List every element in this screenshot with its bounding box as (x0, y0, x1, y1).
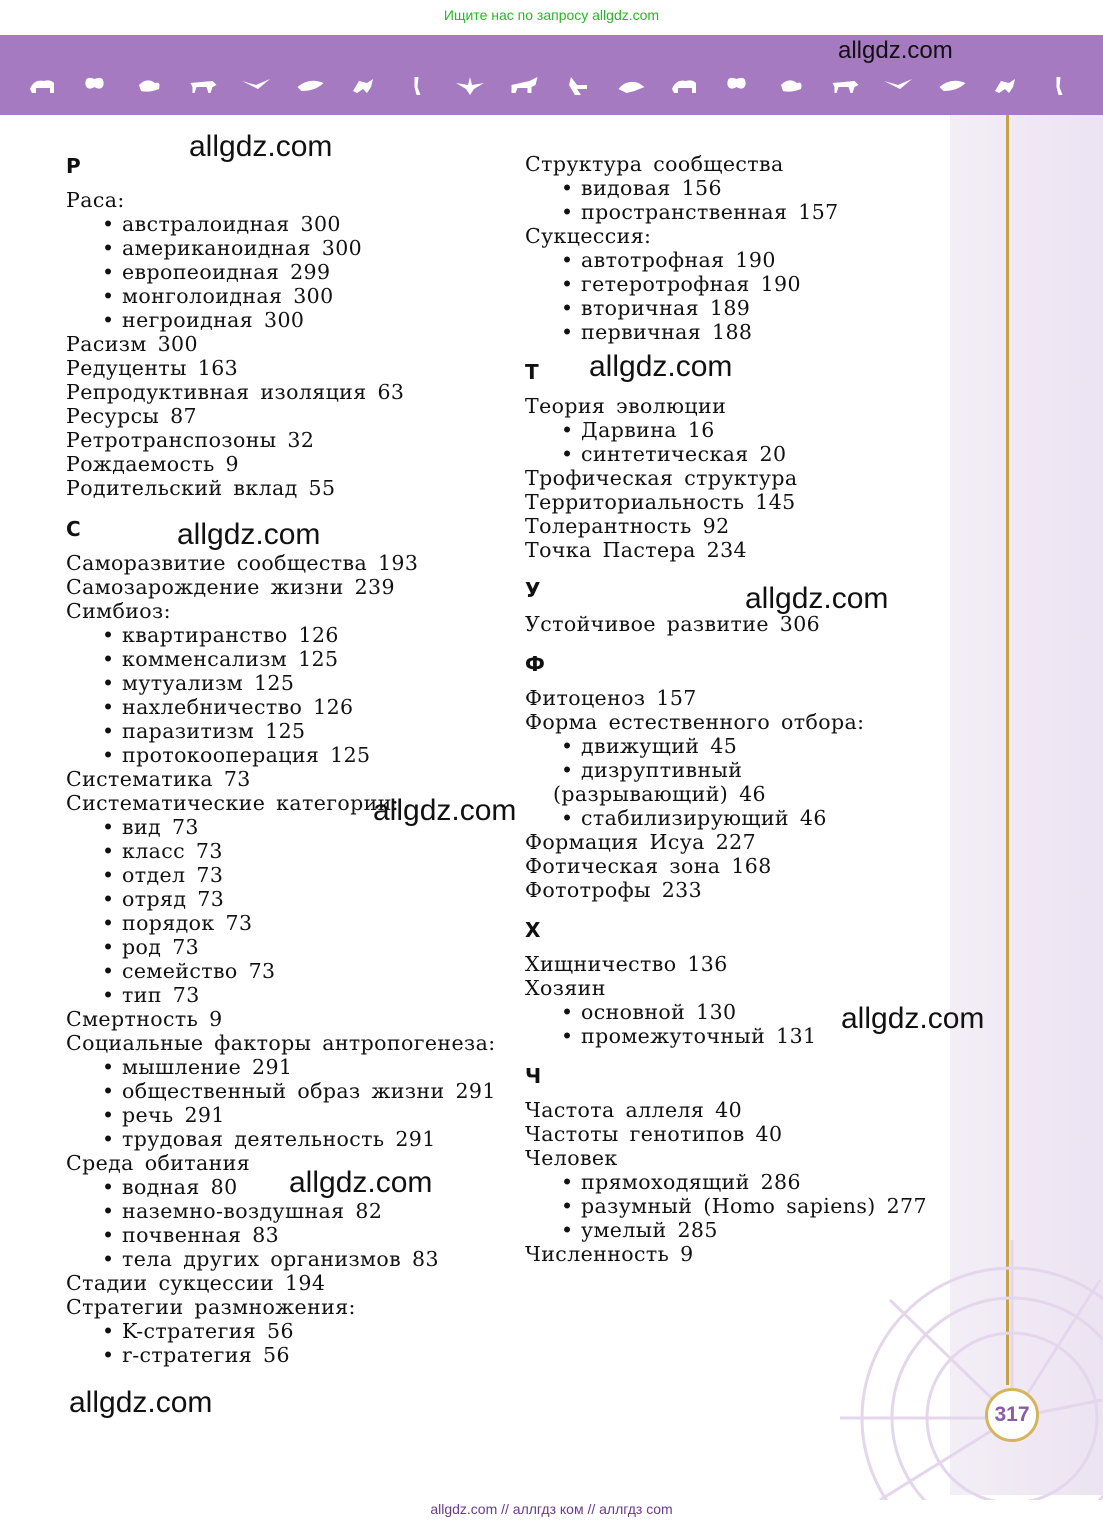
index-entry-text: Симбиоз: (66, 599, 171, 623)
top-search-notice: Ищите нас по запросу allgdz.com (443, 7, 660, 23)
index-subterm (102, 236, 362, 260)
bullet-icon: • (102, 623, 115, 647)
index-subterm (561, 442, 786, 466)
bullet-icon: • (102, 1127, 115, 1151)
index-term (525, 952, 728, 976)
index-subterm (561, 1000, 736, 1024)
watermark: allgdz.com (841, 1002, 985, 1035)
index-term (66, 551, 418, 575)
index-term (66, 356, 238, 380)
index-subterm (102, 911, 252, 935)
animal-silhouette-icon (833, 81, 859, 93)
bullet-icon: • (102, 647, 115, 671)
index-entry-text: гетеротрофная 190 (581, 272, 801, 296)
index-entry-text: мышление 291 (122, 1055, 293, 1079)
index-entry-text: Стадии сукцессии 194 (66, 1271, 326, 1295)
index-entry-text: наземно-воздушная 82 (122, 1199, 383, 1223)
index-subterm (102, 647, 338, 671)
index-entry-text: отдел 73 (122, 863, 224, 887)
index-entry-text: Фототрофы 233 (525, 878, 703, 902)
bullet-icon: • (102, 212, 115, 236)
bullet-icon: • (102, 1055, 115, 1079)
index-subterm (102, 1175, 238, 1199)
animal-silhouette-icon (884, 79, 912, 89)
index-term (66, 1151, 250, 1175)
index-entry-text: Устойчивое развитие 306 (525, 612, 821, 636)
index-term (66, 1007, 223, 1031)
index-term (66, 380, 404, 404)
index-entry-text: Сукцессия: (525, 224, 652, 248)
animal-silhouette-icon (30, 80, 54, 93)
index-entry-text: Формация Исуа 227 (525, 830, 757, 854)
index-entry-text: трудовая деятельность 291 (122, 1127, 436, 1151)
index-subterm (102, 1079, 496, 1103)
index-term (525, 490, 796, 514)
index-entry-text: Редуценты 163 (66, 356, 239, 380)
bullet-icon: • (102, 839, 115, 863)
index-subterm (102, 959, 275, 983)
index-entry-text: Рождаемость 9 (66, 452, 239, 476)
index-term (525, 854, 772, 878)
index-subterm (561, 806, 827, 830)
index-term (66, 428, 314, 452)
index-subterm (102, 1199, 382, 1223)
index-subterm (102, 1127, 436, 1151)
animal-silhouette-icon (1057, 77, 1063, 95)
index-subterm (102, 743, 370, 767)
animal-silhouette-icon (298, 81, 324, 91)
animal-silhouette-icon (940, 81, 966, 91)
index-term (525, 830, 756, 854)
index-entry-text: основной 130 (581, 1000, 737, 1024)
index-section-letter: Т (525, 360, 539, 384)
index-entry-text: r-стратегия 56 (122, 1343, 290, 1367)
index-subterm (561, 1218, 718, 1242)
index-subterm (102, 1247, 439, 1271)
index-entry-text: пространственная 157 (581, 200, 839, 224)
bullet-icon: • (102, 863, 115, 887)
index-term (66, 452, 239, 476)
footer-links: allgdz.com // аллгдз ком // аллгдз com (430, 1501, 673, 1517)
bullet-icon: • (102, 1319, 115, 1343)
index-subterm (102, 212, 341, 236)
index-subterm (561, 734, 737, 758)
index-entry-text: Дарвина 16 (581, 418, 715, 442)
index-entry-text: нахлебничество 126 (122, 695, 354, 719)
index-entry-text: стабилизирующий 46 (581, 806, 827, 830)
index-subterm (102, 863, 223, 887)
index-subterm (561, 1170, 801, 1194)
index-entry-text: Хищничество 136 (525, 952, 728, 976)
index-section-letter: Ф (525, 652, 545, 676)
index-entry-text: монголоидная 300 (122, 284, 334, 308)
index-entry-text: Смертность 9 (66, 1007, 223, 1031)
animal-silhouette-icon (512, 77, 538, 93)
bullet-icon: • (102, 1247, 115, 1271)
index-entry-text: американоидная 300 (122, 236, 363, 260)
index-term (66, 188, 125, 212)
index-subterm (102, 308, 304, 332)
watermark: allgdz.com (745, 582, 889, 615)
watermark: allgdz.com (373, 794, 517, 827)
index-term (525, 466, 797, 490)
index-term (66, 1295, 356, 1319)
watermark: allgdz.com (69, 1386, 213, 1419)
bullet-icon: • (102, 719, 115, 743)
bullet-icon: • (561, 176, 574, 200)
index-subterm (102, 815, 199, 839)
index-entry-text: почвенная 83 (122, 1223, 280, 1247)
index-term (525, 1242, 694, 1266)
bullet-icon: • (102, 911, 115, 935)
bullet-icon: • (102, 815, 115, 839)
index-subterm (102, 671, 294, 695)
index-entry-text: (разрывающий) 46 (553, 782, 766, 806)
index-term (525, 1098, 742, 1122)
index-entry-text: промежуточный 131 (581, 1024, 817, 1048)
index-term (66, 767, 251, 791)
index-subterm (561, 758, 742, 782)
gold-divider-line (1006, 115, 1009, 1385)
index-entry-text: паразитизм 125 (122, 719, 306, 743)
index-entry-text: класс 73 (122, 839, 223, 863)
index-subterm (102, 1343, 290, 1367)
index-subterm (102, 284, 334, 308)
watermark: allgdz.com (177, 518, 321, 551)
animal-silhouette-icon (569, 77, 587, 95)
index-term (525, 224, 651, 248)
index-entry-text: вторичная 189 (581, 296, 751, 320)
bullet-icon: • (102, 1175, 115, 1199)
index-term (66, 575, 395, 599)
bullet-icon: • (561, 806, 574, 830)
index-entry-text: Ресурсы 87 (66, 404, 197, 428)
bullet-icon: • (102, 743, 115, 767)
index-entry-text: Фотическая зона 168 (525, 854, 772, 878)
index-entry-text: вид 73 (122, 815, 199, 839)
index-term (66, 404, 197, 428)
index-section-letter: Х (525, 918, 541, 942)
index-entry-text: негроидная 300 (122, 308, 305, 332)
index-term (525, 394, 726, 418)
index-term (525, 976, 606, 1000)
bullet-icon: • (561, 442, 574, 466)
index-subterm (561, 272, 801, 296)
animal-silhouette-icon (995, 79, 1015, 93)
index-entry-text: Точка Пастера 234 (525, 538, 747, 562)
animal-silhouette-icon (191, 81, 217, 93)
index-term (525, 1146, 618, 1170)
index-subterm (561, 1194, 927, 1218)
index-entry-text: Толерантность 92 (525, 514, 730, 538)
index-subterm (102, 719, 305, 743)
bullet-icon: • (561, 320, 574, 344)
animal-silhouette-icon (415, 77, 421, 95)
bullet-icon: • (561, 296, 574, 320)
index-entry-text: Саморазвитие сообщества 193 (66, 551, 419, 575)
animal-silhouette-icon (727, 78, 745, 89)
index-entry-text: тип 73 (122, 983, 200, 1007)
bullet-icon: • (102, 284, 115, 308)
bullet-icon: • (102, 1079, 115, 1103)
watermark: allgdz.com (289, 1166, 433, 1199)
index-subterm (561, 248, 776, 272)
bullet-icon: • (561, 1024, 574, 1048)
index-section-letter: Ч (525, 1064, 542, 1088)
bullet-icon: • (102, 260, 115, 284)
index-entry-text: Фитоценоз 157 (525, 686, 697, 710)
animal-silhouette-icon (353, 79, 373, 93)
animal-silhouette-icon (781, 80, 802, 91)
index-entry-text: Трофическая структура (525, 466, 798, 490)
index-entry-text: первичная 188 (581, 320, 753, 344)
index-subterm (553, 782, 766, 806)
bullet-icon: • (102, 695, 115, 719)
index-term (525, 514, 730, 538)
bullet-icon: • (102, 887, 115, 911)
index-entry-text: разумный (Homo sapiens) 277 (581, 1194, 927, 1218)
index-entry-text: Самозарождение жизни 239 (66, 575, 395, 599)
bullet-icon: • (561, 272, 574, 296)
index-entry-text: Социальные факторы антропогенеза: (66, 1031, 496, 1055)
bullet-icon: • (561, 418, 574, 442)
bullet-icon: • (561, 1218, 574, 1242)
index-entry-text: мутуализм 125 (122, 671, 295, 695)
index-term (66, 1031, 496, 1055)
index-entry-text: Теория эволюции (525, 394, 727, 418)
bullet-icon: • (102, 1223, 115, 1247)
bullet-icon: • (561, 248, 574, 272)
bullet-icon: • (102, 671, 115, 695)
bullet-icon: • (561, 200, 574, 224)
animal-silhouette-icon (619, 82, 645, 93)
index-entry-text: Частоты генотипов 40 (525, 1122, 783, 1146)
index-term (525, 878, 702, 902)
animal-silhouette-icon (672, 80, 696, 93)
index-subterm (102, 839, 223, 863)
index-term (525, 686, 697, 710)
index-subterm (102, 935, 199, 959)
index-entry-text: порядок 73 (122, 911, 253, 935)
index-entry-text: европеоидная 299 (122, 260, 331, 284)
animal-silhouette-icon (456, 77, 484, 95)
index-entry-text: комменсализм 125 (122, 647, 339, 671)
index-subterm (102, 1223, 279, 1247)
index-entry-text: семейство 73 (122, 959, 276, 983)
index-subterm (102, 1319, 294, 1343)
bullet-icon: • (102, 1199, 115, 1223)
index-term (66, 476, 335, 500)
index-section-letter: У (525, 578, 541, 602)
index-entry-text: Систематические категории: (66, 791, 400, 815)
index-entry-text: водная 80 (122, 1175, 238, 1199)
index-entry-text: Ретротранспозоны 32 (66, 428, 315, 452)
watermark: allgdz.com (189, 130, 333, 163)
index-term (66, 1271, 325, 1295)
index-subterm (561, 418, 715, 442)
index-entry-text: протокооперация 125 (122, 743, 371, 767)
band-watermark: allgdz.com (838, 37, 953, 64)
index-entry-text: тела других организмов 83 (122, 1247, 439, 1271)
bullet-icon: • (102, 935, 115, 959)
index-entry-text: Структура сообщества (525, 152, 784, 176)
index-entry-text: Форма естественного отбора: (525, 710, 865, 734)
index-subterm (561, 1024, 816, 1048)
index-entry-text: синтетическая 20 (581, 442, 787, 466)
index-entry-text: Родительский вклад 55 (66, 476, 336, 500)
bullet-icon: • (561, 1170, 574, 1194)
animal-silhouette-icon (242, 79, 270, 89)
index-term (66, 791, 399, 815)
bullet-icon: • (102, 236, 115, 260)
index-entry-text: род 73 (122, 935, 200, 959)
bullet-icon: • (561, 734, 574, 758)
bullet-icon: • (561, 758, 574, 782)
index-entry-text: Хозяин (525, 976, 606, 1000)
index-subterm (102, 260, 330, 284)
index-entry-text: дизруптивный (581, 758, 743, 782)
index-entry-text: квартиранство 126 (122, 623, 339, 647)
index-entry-text: Стратегии размножения: (66, 1295, 356, 1319)
bullet-icon: • (561, 1000, 574, 1024)
bullet-icon: • (102, 1343, 115, 1367)
index-subterm (102, 1103, 225, 1127)
index-entry-text: Территориальность 145 (525, 490, 796, 514)
index-term (525, 538, 747, 562)
index-subterm (102, 695, 354, 719)
index-entry-text: Систематика 73 (66, 767, 251, 791)
page-number: 317 (985, 1388, 1039, 1442)
index-term (66, 599, 171, 623)
index-entry-text: прямоходящий 286 (581, 1170, 801, 1194)
index-entry-text: речь 291 (122, 1103, 225, 1127)
animal-silhouette-icon (139, 80, 160, 91)
bullet-icon: • (561, 1194, 574, 1218)
index-entry-text: общественный образ жизни 291 (122, 1079, 496, 1103)
index-entry-text: видовая 156 (581, 176, 722, 200)
index-subterm (102, 623, 339, 647)
index-entry-text: Раса: (66, 188, 125, 212)
animal-silhouette-icon (85, 78, 103, 89)
index-entry-text: K-стратегия 56 (122, 1319, 294, 1343)
index-entry-text: австралоидная 300 (122, 212, 341, 236)
index-term (525, 152, 784, 176)
index-entry-text: движущий 45 (581, 734, 738, 758)
index-term (525, 1122, 782, 1146)
index-subterm (561, 176, 722, 200)
index-entry-text: Частота аллеля 40 (525, 1098, 743, 1122)
decorative-wheel (640, 1200, 1103, 1500)
index-subterm (561, 296, 750, 320)
animal-silhouettes-strip (28, 75, 1088, 105)
watermark: allgdz.com (589, 350, 733, 383)
index-entry-text: Численность 9 (525, 1242, 694, 1266)
index-section-letter: С (66, 517, 81, 541)
index-subterm (102, 983, 200, 1007)
index-section-letter: Р (66, 154, 81, 178)
index-term (525, 710, 864, 734)
index-entry-text: Репродуктивная изоляция 63 (66, 380, 405, 404)
index-term (66, 332, 198, 356)
index-entry-text: Человек (525, 1146, 618, 1170)
index-entry-text: отряд 73 (122, 887, 225, 911)
index-entry-text: Расизм 300 (66, 332, 198, 356)
bullet-icon: • (102, 308, 115, 332)
index-subterm (102, 887, 224, 911)
index-entry-text: умелый 285 (581, 1218, 718, 1242)
bullet-icon: • (102, 959, 115, 983)
index-entry-text: автотрофная 190 (581, 248, 776, 272)
index-subterm (102, 1055, 292, 1079)
index-entry-text: Среда обитания (66, 1151, 251, 1175)
index-subterm (561, 200, 839, 224)
index-subterm (561, 320, 752, 344)
bullet-icon: • (102, 1103, 115, 1127)
bullet-icon: • (102, 983, 115, 1007)
